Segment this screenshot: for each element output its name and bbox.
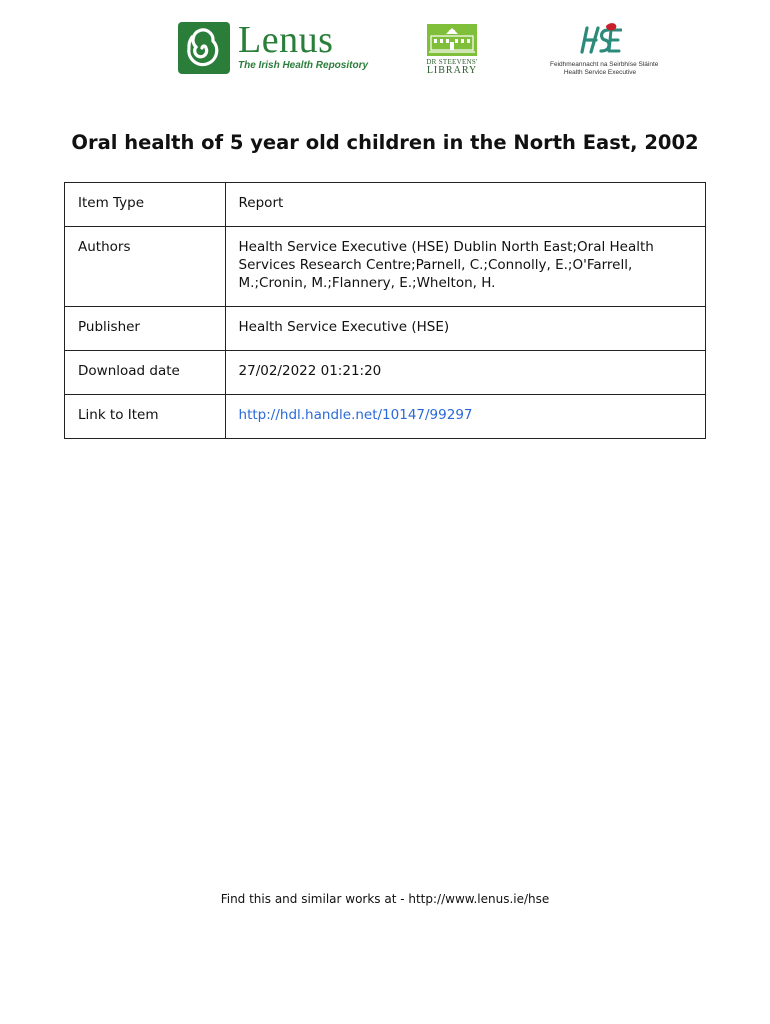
item-type-label: Item Type bbox=[65, 183, 226, 227]
footer-text: Find this and similar works at - http://www.lenus.ie/hse bbox=[220, 892, 550, 906]
item-type-value: Report bbox=[225, 183, 705, 227]
document-title: Oral health of 5 year old children in the North East, 2002 bbox=[71, 131, 699, 154]
lenus-spiral-icon bbox=[178, 22, 230, 74]
library-name-line2: LIBRARY bbox=[426, 65, 478, 76]
lenus-logo[interactable] bbox=[178, 19, 369, 76]
logo-bar bbox=[0, 18, 770, 82]
table-row bbox=[65, 395, 706, 439]
publisher-value: Health Service Executive (HSE) bbox=[225, 307, 705, 351]
table-row bbox=[65, 307, 706, 351]
library-name-line1: DR STEEVENS' bbox=[426, 58, 478, 66]
link-to-item-cell bbox=[225, 395, 705, 439]
lenus-tagline: The Irish Health Repository bbox=[238, 60, 369, 71]
hse-mark-icon bbox=[578, 22, 622, 58]
library-building-icon bbox=[427, 24, 477, 56]
table-row bbox=[65, 227, 706, 307]
download-date-label: Download date bbox=[65, 351, 226, 395]
publisher-label: Publisher bbox=[65, 307, 226, 351]
hse-irish-name: Feidhmeannacht na Seirbhíse Sláinte bbox=[550, 61, 659, 68]
metadata-table bbox=[64, 182, 706, 439]
table-row bbox=[65, 351, 706, 395]
hse-logo[interactable] bbox=[550, 22, 659, 80]
authors-label: Authors bbox=[65, 227, 226, 307]
link-to-item-label: Link to Item bbox=[65, 395, 226, 439]
authors-value: Health Service Executive (HSE) Dublin North East;Oral Health Services Research Centre;Parnell, C.;Connolly, E.;O'Farrell, M.;Cronin, M.;Flannery, E.;Whelton, H. bbox=[225, 227, 705, 307]
lenus-wordmark: Lenus bbox=[238, 19, 334, 61]
item-handle-link[interactable]: http://hdl.handle.net/10147/99297 bbox=[238, 407, 473, 423]
steevens-library-logo[interactable] bbox=[424, 24, 480, 80]
hse-english-name: Health Service Executive bbox=[563, 69, 637, 76]
download-date-value: 27/02/2022 01:21:20 bbox=[225, 351, 705, 395]
table-row bbox=[65, 183, 706, 227]
